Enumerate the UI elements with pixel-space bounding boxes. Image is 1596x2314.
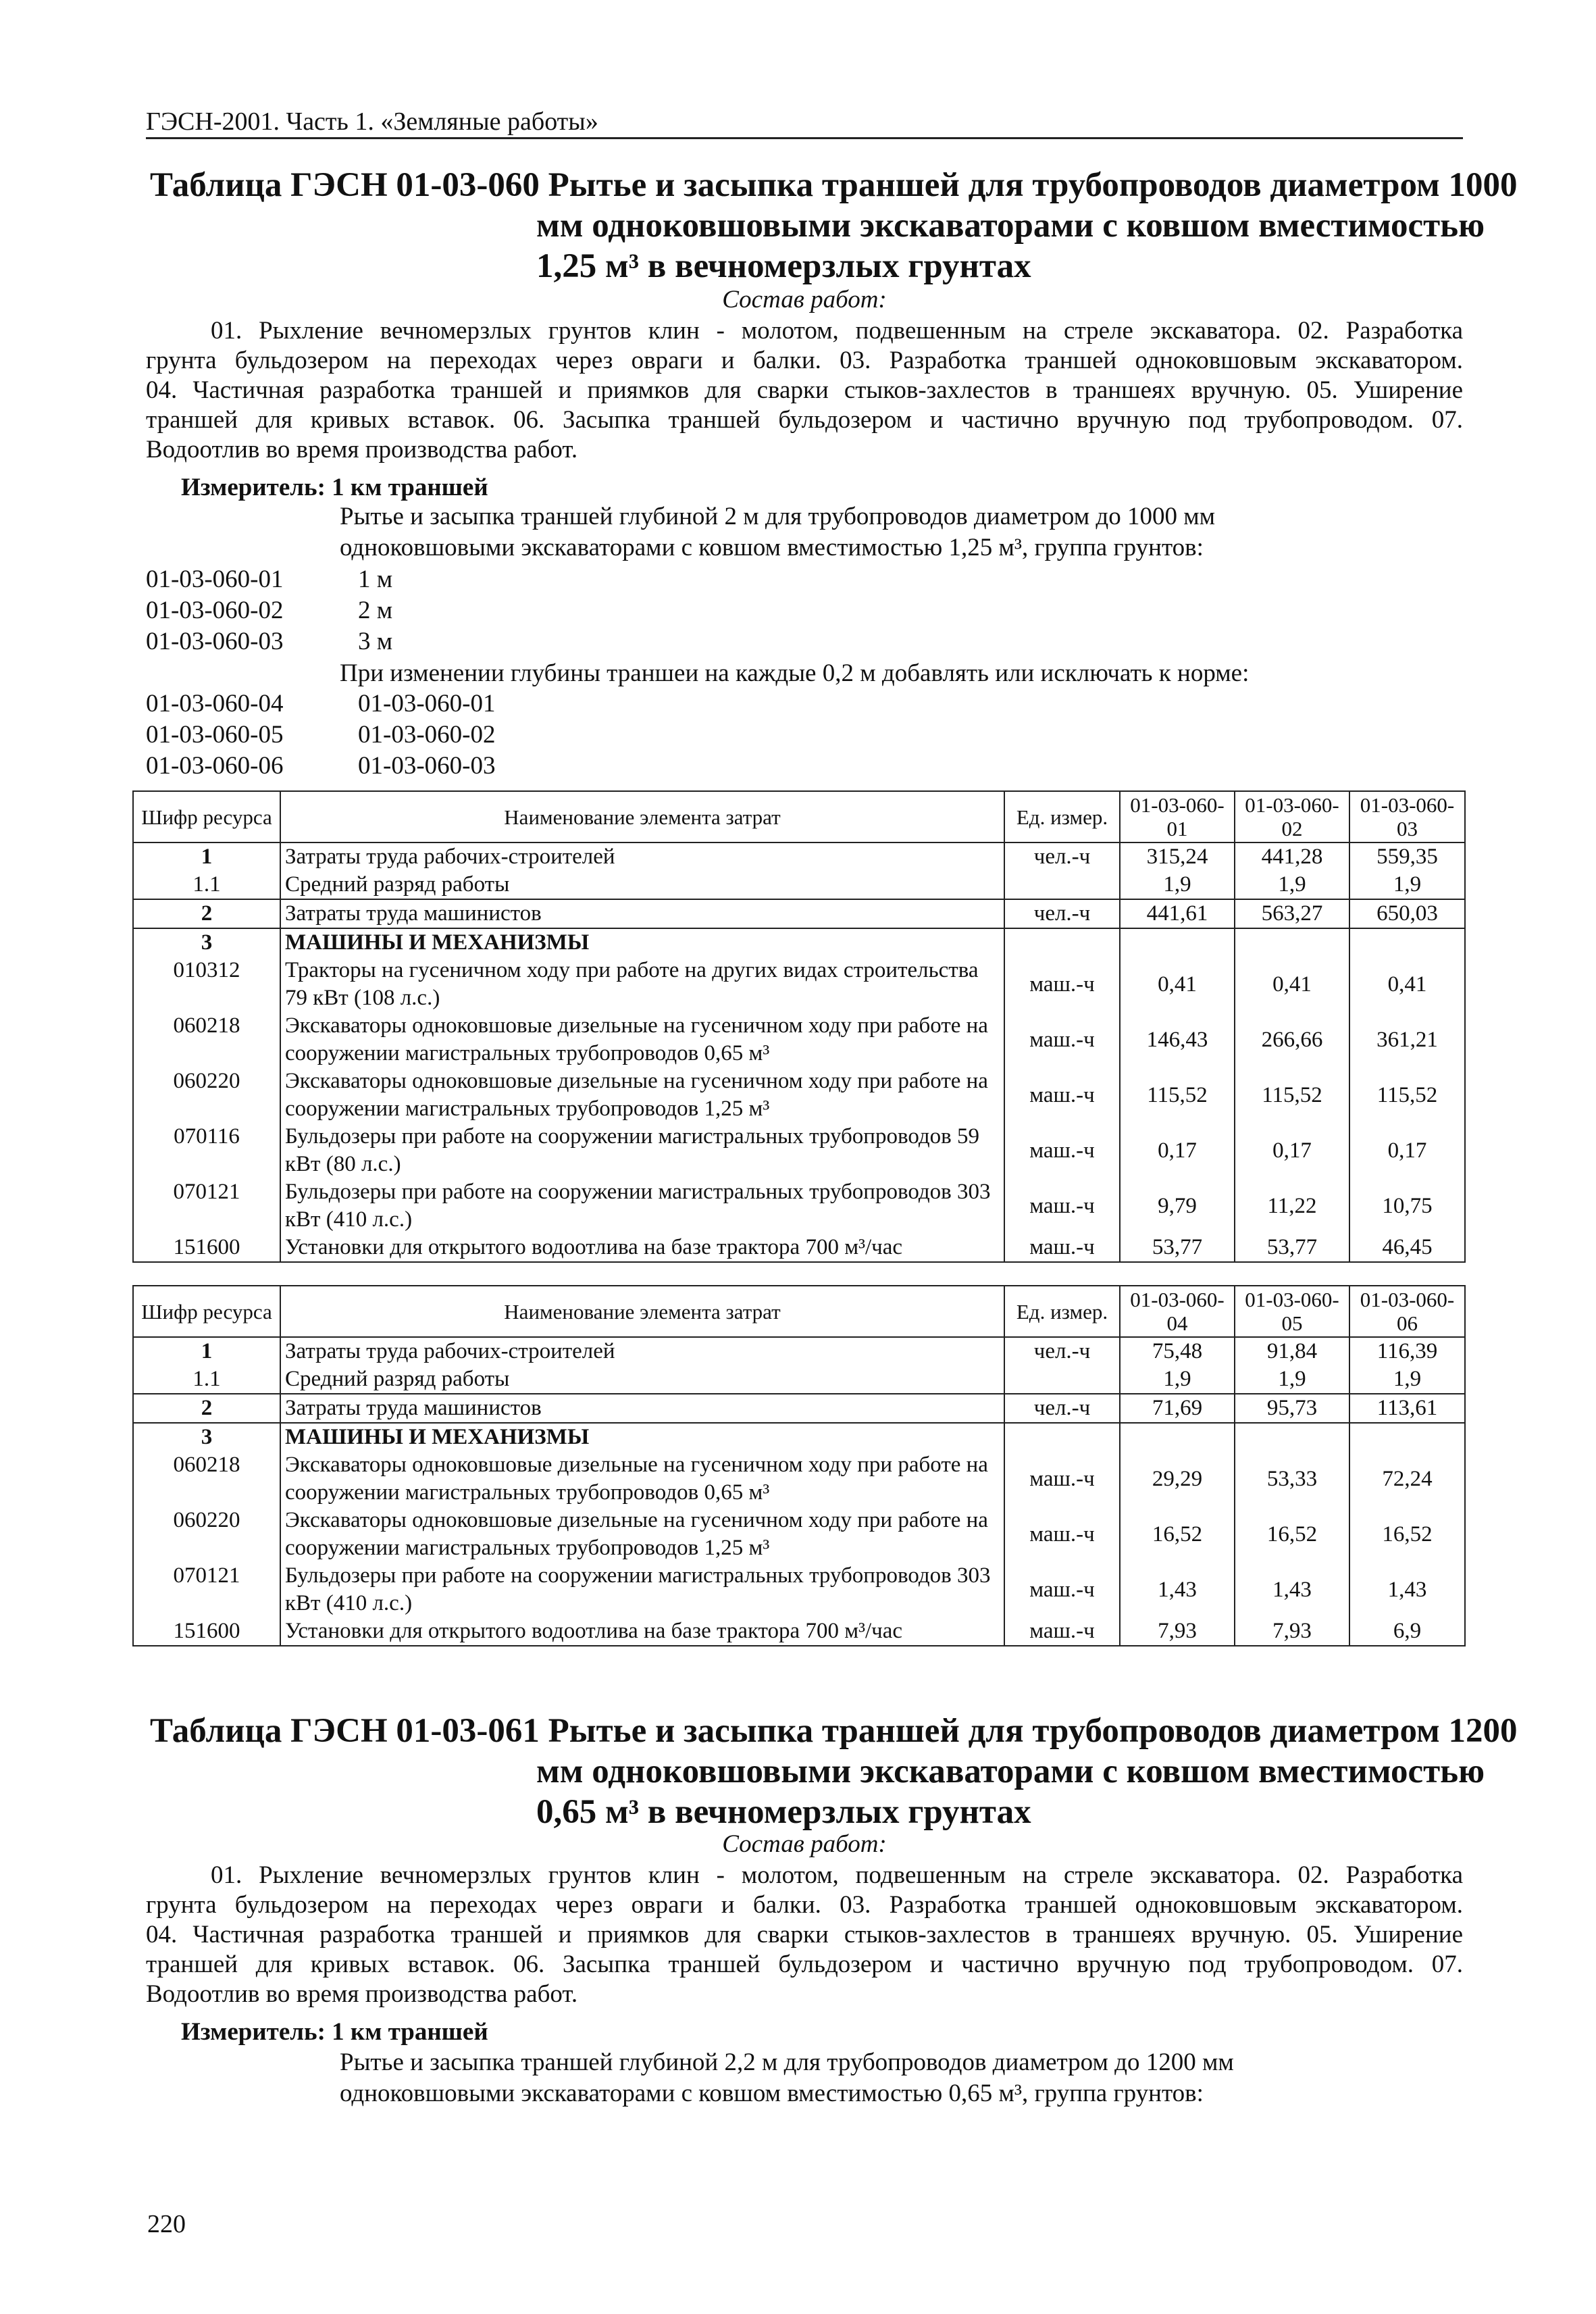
composition-line: траншей для кривых вставок. 06. Засыпка траншей бульдозером и частично вручную под трубопроводом. 07. [146,1951,1463,1978]
norm-value: 563,27 [1235,899,1349,928]
norm-desc: 01-03-060-01 [358,690,496,718]
resource-unit [1004,1365,1120,1394]
intro-line: Рытье и засыпка траншей глубиной 2,2 м для трубопроводов диаметром до 1200 мм [340,2048,1234,2076]
title-line: Таблица ГЭСН 01-03-061 Рытье и засыпка траншей для трубопроводов диаметром 1200 [150,1712,1518,1750]
norm-value: 95,73 [1235,1394,1349,1423]
norm-value: 0,41 [1120,957,1235,1012]
norm-value [1349,1423,1465,1451]
norm-desc: 3 м [358,628,393,655]
composition-line: грунта бульдозером на переходах через овраги и балки. 03. Разработка траншей одноковшовым экскаватором. [146,347,1463,374]
col-header-norm: 01-03-060-02 [1235,791,1349,842]
resource-name: Средний разряд работы [280,1365,1004,1394]
table-row [133,1394,1465,1423]
norm-value: 1,9 [1120,871,1235,899]
norm-value [1235,928,1349,957]
norm-value: 0,17 [1235,1123,1349,1178]
norm-value: 116,39 [1349,1337,1465,1365]
norm-value: 115,52 [1120,1067,1235,1123]
resource-unit [1004,871,1120,899]
resource-code: 060220 [133,1507,280,1562]
header-rule [146,137,1463,139]
norm-value: 559,35 [1349,842,1465,871]
composition-line: 01. Рыхление вечномерзлых грунтов клин - молотом, подвешенным на стреле экскаватора. 02. Разработка [211,1861,1463,1889]
norm-value [1235,1423,1349,1451]
norm-value: 53,77 [1120,1234,1235,1262]
resource-code: 060220 [133,1067,280,1123]
resource-code: 2 [133,899,280,928]
composition-line: Водоотлив во время производства работ. [146,1980,578,2008]
resource-code: 151600 [133,1234,280,1262]
composition-heading: Состав работ: [722,286,887,313]
resource-name: Тракторы на гусеничном ходу при работе на других видах строительства 79 кВт (108 л.с.) [280,957,1004,1012]
norm-value: 9,79 [1120,1178,1235,1234]
norm-value: 113,61 [1349,1394,1465,1423]
norm-value [1120,928,1235,957]
table-row [133,1123,1465,1178]
resource-name: МАШИНЫ И МЕХАНИЗМЫ [280,1423,1004,1451]
resource-code: 060218 [133,1012,280,1067]
composition-line: 04. Частичная разработка траншей и приямков для сварки стыков-захлестов в траншеях вручную. 05. Уширение [146,376,1463,404]
resource-name: Установки для открытого водоотлива на базе трактора 700 м³/час [280,1617,1004,1646]
resource-code: 070121 [133,1178,280,1234]
col-header-unit: Ед. измер. [1004,1286,1120,1337]
title-line: Таблица ГЭСН 01-03-060 Рытье и засыпка траншей для трубопроводов диаметром 1000 [150,166,1518,204]
norm-value [1349,928,1465,957]
table-row [133,1178,1465,1234]
resource-code: 3 [133,1423,280,1451]
norm-value: 441,28 [1235,842,1349,871]
norm-code: 01-03-060-04 [146,690,284,718]
resource-name: Затраты труда рабочих-строителей [280,1337,1004,1365]
resource-unit: маш.-ч [1004,1451,1120,1507]
norm-code: 01-03-060-02 [146,597,284,624]
resource-table-1 [132,790,1466,1263]
table-row [133,957,1465,1012]
composition-text [146,1861,1463,2009]
resource-name: Затраты труда рабочих-строителей [280,842,1004,871]
table-row [133,1562,1465,1617]
resource-unit: маш.-ч [1004,1123,1120,1178]
norm-value: 1,43 [1235,1562,1349,1617]
table-row [133,1507,1465,1562]
resource-code: 3 [133,928,280,957]
resource-code: 1.1 [133,1365,280,1394]
col-header-cipher: Шифр ресурса [133,791,280,842]
norm-value: 1,9 [1349,1365,1465,1394]
col-header-norm: 01-03-060-01 [1120,791,1235,842]
composition-line: 04. Частичная разработка траншей и приямков для сварки стыков-захлестов в траншеях вручную. 05. Уширение [146,1921,1463,1948]
norm-value: 0,17 [1349,1123,1465,1178]
norm-value: 0,17 [1120,1123,1235,1178]
resource-unit: чел.-ч [1004,1394,1120,1423]
resource-unit: маш.-ч [1004,1178,1120,1234]
norm-value: 29,29 [1120,1451,1235,1507]
resource-unit [1004,928,1120,957]
norm-value: 16,52 [1235,1507,1349,1562]
composition-line: траншей для кривых вставок. 06. Засыпка траншей бульдозером и частично вручную под трубопроводом. 07. [146,406,1463,434]
table-row [133,1337,1465,1365]
norm-value: 1,43 [1120,1562,1235,1617]
resource-name: Экскаваторы одноковшовые дизельные на гусеничном ходу при работе на сооружении магистральных трубопроводов 0,65 м³ [280,1012,1004,1067]
norm-value: 53,77 [1235,1234,1349,1262]
col-header-unit: Ед. измер. [1004,791,1120,842]
norm-value: 91,84 [1235,1337,1349,1365]
table-row [133,1423,1465,1451]
resource-code: 2 [133,1394,280,1423]
table-row [133,871,1465,899]
resource-code: 1.1 [133,871,280,899]
col-header-cipher: Шифр ресурса [133,1286,280,1337]
norm-code-row [146,751,495,780]
norm-value: 441,61 [1120,899,1235,928]
norm-desc: 2 м [358,597,393,624]
resource-code: 151600 [133,1617,280,1646]
running-header: ГЭСН-2001. Часть 1. «Земляные работы» [146,107,598,136]
norm-value: 650,03 [1349,899,1465,928]
resource-unit: чел.-ч [1004,842,1120,871]
resource-unit: маш.-ч [1004,1234,1120,1262]
resource-unit [1004,1423,1120,1451]
resource-unit: маш.-ч [1004,1067,1120,1123]
norm-value: 1,9 [1235,871,1349,899]
resource-name: Затраты труда машинистов [280,1394,1004,1423]
resource-unit: маш.-ч [1004,1012,1120,1067]
norm-value: 16,52 [1120,1507,1235,1562]
norm-value: 71,69 [1120,1394,1235,1423]
title-line: мм одноковшовыми экскаваторами с ковшом вместимостью [536,207,1485,245]
intro-line: одноковшовыми экскаваторами с ковшом вместимостью 1,25 м³, группа грунтов: [340,534,1204,561]
composition-text [146,316,1463,465]
norm-code-row [146,627,392,656]
change-note: При изменении глубины траншеи на каждые 0,2 м добавлять или исключать к норме: [340,659,1250,687]
resource-name: Установки для открытого водоотлива на базе трактора 700 м³/час [280,1234,1004,1262]
norm-value: 146,43 [1120,1012,1235,1067]
norm-value: 1,9 [1235,1365,1349,1394]
resource-unit: чел.-ч [1004,1337,1120,1365]
norm-value: 72,24 [1349,1451,1465,1507]
resource-unit: чел.-ч [1004,899,1120,928]
intro-line: одноковшовыми экскаваторами с ковшом вместимостью 0,65 м³, группа грунтов: [340,2080,1204,2107]
norm-code-row [146,720,495,749]
table-row [133,1234,1465,1262]
norm-value: 266,66 [1235,1012,1349,1067]
norm-value: 16,52 [1349,1507,1465,1562]
resource-name: Затраты труда машинистов [280,899,1004,928]
norm-value: 53,33 [1235,1451,1349,1507]
norm-value: 46,45 [1349,1234,1465,1262]
resource-unit: маш.-ч [1004,1562,1120,1617]
norm-code: 01-03-060-06 [146,752,284,780]
col-header-name: Наименование элемента затрат [280,1286,1004,1337]
norm-desc: 01-03-060-03 [358,752,496,780]
resource-name: Бульдозеры при работе на сооружении магистральных трубопроводов 303 кВт (410 л.с.) [280,1178,1004,1234]
norm-value [1120,1423,1235,1451]
norm-code: 01-03-060-03 [146,628,284,655]
page-number: 220 [147,2210,186,2238]
norm-value: 315,24 [1120,842,1235,871]
resource-unit: маш.-ч [1004,1507,1120,1562]
norm-code-row [146,689,495,718]
table-row [133,1365,1465,1394]
table-row [133,1012,1465,1067]
composition-line: грунта бульдозером на переходах через овраги и балки. 03. Разработка траншей одноковшовым экскаватором. [146,1891,1463,1919]
norm-code: 01-03-060-05 [146,721,284,749]
resource-code: 060218 [133,1451,280,1507]
norm-desc: 01-03-060-02 [358,721,496,749]
norm-value: 1,43 [1349,1562,1465,1617]
resource-name: МАШИНЫ И МЕХАНИЗМЫ [280,928,1004,957]
table-row [133,842,1465,871]
resource-code: 070116 [133,1123,280,1178]
composition-line: Водоотлив во время производства работ. [146,436,578,463]
resource-name: Экскаваторы одноковшовые дизельные на гусеничном ходу при работе на сооружении магистральных трубопроводов 0,65 м³ [280,1451,1004,1507]
resource-name: Экскаваторы одноковшовые дизельные на гусеничном ходу при работе на сооружении магистральных трубопроводов 1,25 м³ [280,1067,1004,1123]
norm-code-row [146,596,392,625]
intro-line: Рытье и засыпка траншей глубиной 2 м для трубопроводов диаметром до 1000 мм [340,503,1216,530]
norm-desc: 1 м [358,565,393,593]
resource-code: 010312 [133,957,280,1012]
norm-value: 0,41 [1235,957,1349,1012]
resource-name: Средний разряд работы [280,871,1004,899]
resource-code: 1 [133,1337,280,1365]
norm-value: 6,9 [1349,1617,1465,1646]
resource-name: Бульдозеры при работе на сооружении магистральных трубопроводов 59 кВт (80 л.с.) [280,1123,1004,1178]
table-row [133,928,1465,957]
norm-code-row [146,565,392,594]
table-row [133,899,1465,928]
resource-name: Экскаваторы одноковшовые дизельные на гусеничном ходу при работе на сооружении магистральных трубопроводов 1,25 м³ [280,1507,1004,1562]
norm-value: 1,9 [1120,1365,1235,1394]
resource-unit: маш.-ч [1004,1617,1120,1646]
table-title-061 [150,1711,1518,1832]
col-header-norm: 01-03-060-05 [1235,1286,1349,1337]
resource-unit: маш.-ч [1004,957,1120,1012]
col-header-norm: 01-03-060-04 [1120,1286,1235,1337]
col-header-norm: 01-03-060-06 [1349,1286,1465,1337]
measure-unit: Измеритель: 1 км траншей [181,474,488,501]
composition-heading: Состав работ: [722,1830,887,1858]
title-line: мм одноковшовыми экскаваторами с ковшом вместимостью [536,1753,1485,1790]
norm-value: 361,21 [1349,1012,1465,1067]
norm-value: 115,52 [1235,1067,1349,1123]
norm-value: 7,93 [1235,1617,1349,1646]
title-line: 1,25 м³ в вечномерзлых грунтах [536,247,1031,285]
resource-table-2 [132,1285,1466,1646]
title-line: 0,65 м³ в вечномерзлых грунтах [536,1793,1031,1831]
resource-code: 1 [133,842,280,871]
table-row [133,1451,1465,1507]
norm-value: 115,52 [1349,1067,1465,1123]
norm-value: 11,22 [1235,1178,1349,1234]
table-row [133,1067,1465,1123]
measure-unit: Измеритель: 1 км траншей [181,2018,488,2046]
norm-value: 10,75 [1349,1178,1465,1234]
norm-code: 01-03-060-01 [146,565,284,593]
col-header-norm: 01-03-060-03 [1349,791,1465,842]
table-title-060 [150,165,1518,286]
norm-value: 7,93 [1120,1617,1235,1646]
norm-value: 0,41 [1349,957,1465,1012]
resource-name: Бульдозеры при работе на сооружении магистральных трубопроводов 303 кВт (410 л.с.) [280,1562,1004,1617]
resource-code: 070121 [133,1562,280,1617]
composition-line: 01. Рыхление вечномерзлых грунтов клин - молотом, подвешенным на стреле экскаватора. 02. Разработка [211,317,1463,345]
norm-value: 75,48 [1120,1337,1235,1365]
norm-value: 1,9 [1349,871,1465,899]
col-header-name: Наименование элемента затрат [280,791,1004,842]
table-row [133,1617,1465,1646]
